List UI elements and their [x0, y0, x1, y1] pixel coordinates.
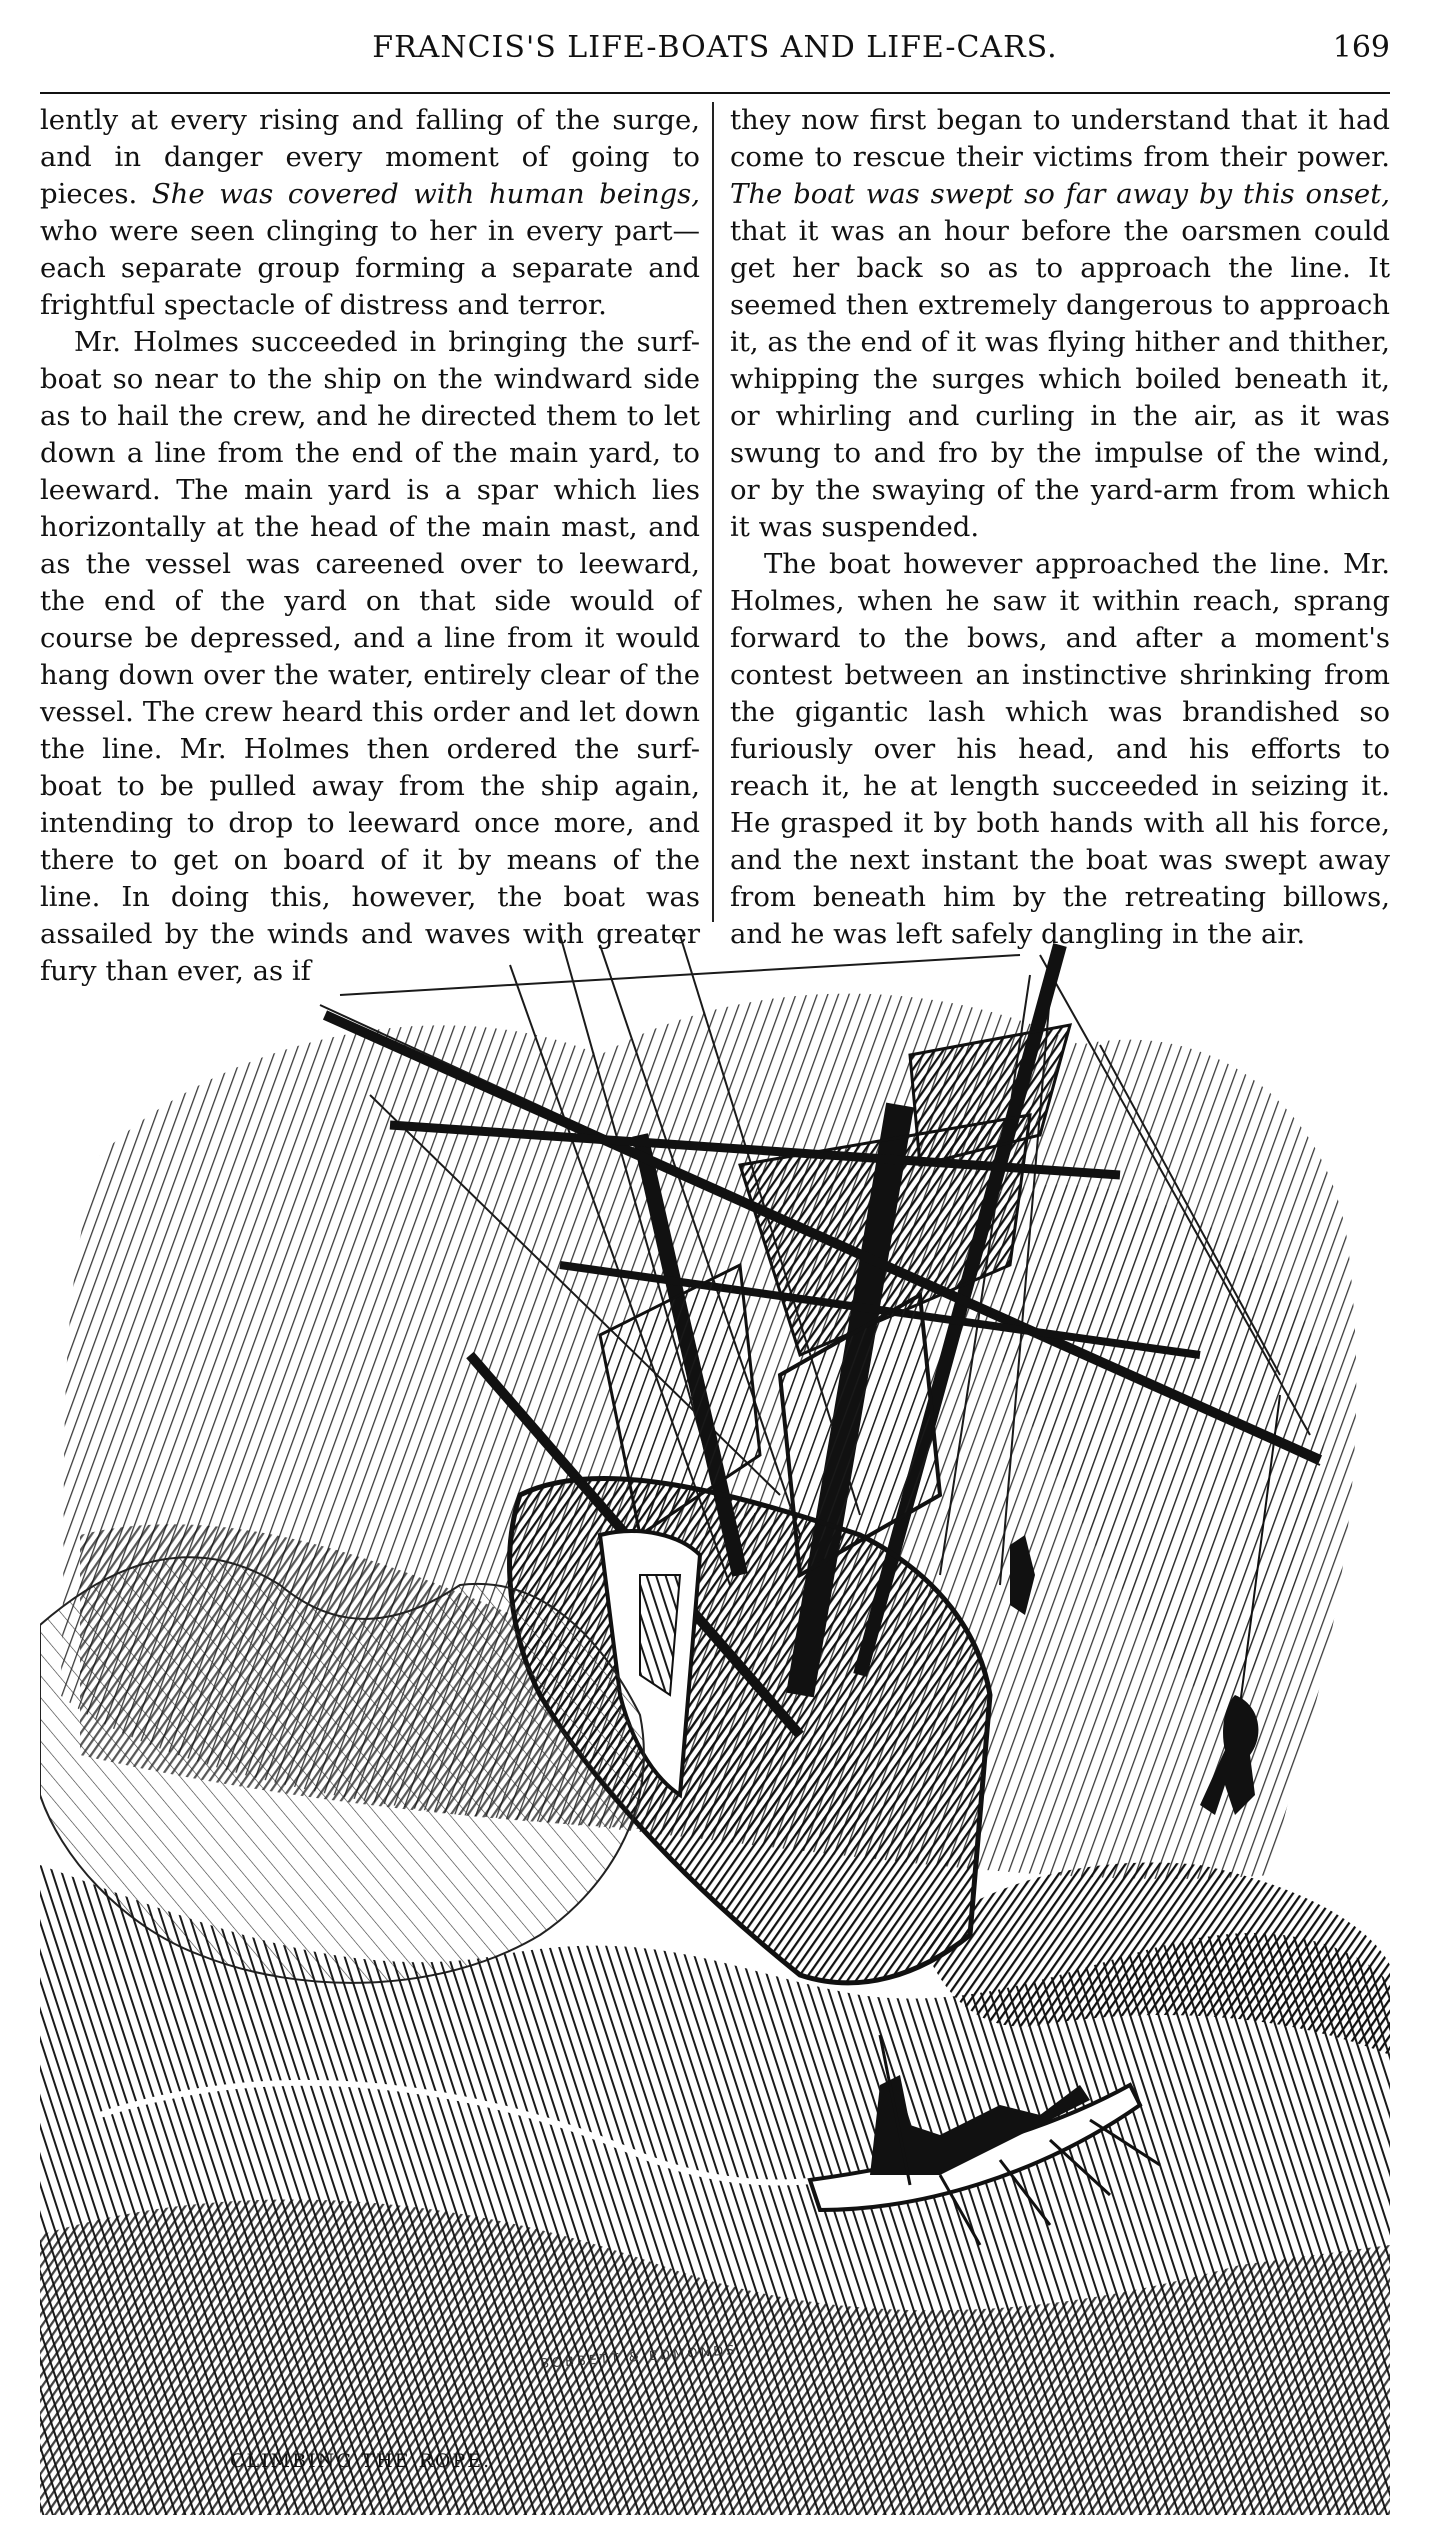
right-p1-italic: The boat was swept so far away by this onset,	[730, 178, 1390, 210]
running-header	[40, 30, 1390, 80]
left-p1-text-c: who were seen clinging to her in every part—each separate group forming a separate and frightful spectacle of distress and terror.	[40, 215, 700, 321]
running-title: FRANCIS'S LIFE-BOATS AND LIFE-CARS.	[372, 30, 1058, 65]
right-paragraph-1	[730, 102, 1390, 546]
right-column	[730, 102, 1390, 953]
illustration-caption: CLIMBING THE ROPE.	[230, 2450, 492, 2472]
right-p1-text-c: that it was an hour before the oarsmen could get her back so as to approach the line. It seemed then extremely dangerous to approach it, as the end of it was flying hither and thither, whipping the surges which boiled beneath it, or whirling and curling in the air, as it was swung to and fro by the impulse of the wind, or by the swaying of the yard-arm from which it was suspended.	[730, 215, 1390, 543]
engraver-signature: BOBBETT & EDMONDS	[539, 2343, 738, 2372]
left-p1-italic: She was covered with human beings,	[151, 178, 700, 210]
right-paragraph-2: The boat however approached the line. Mr. Holmes, when he saw it within reach, sprang forward to the bows, and after a moment's contest between an instinctive shrinking from the gigantic lash which was brandished so furiously over his head, and his efforts to reach it, he at length succeeded in seizing it. He grasped it by both hands with all his force, and the next instant the boat was swept away from beneath him by the retreating billows, and he was left safely dangling in the air.	[730, 548, 1390, 950]
left-column	[40, 102, 700, 990]
left-paragraph-1	[40, 102, 700, 324]
column-divider	[712, 102, 714, 922]
header-rule	[40, 92, 1390, 94]
left-p1-text-a: lently at every rising and falling of the surge, and in danger every moment of going to pieces.	[40, 104, 700, 210]
left-paragraph-2: Mr. Holmes succeeded in bringing the surf-boat so near to the ship on the windward side as to hail the crew, and he directed them to let down a line from the end of the main yard, to leeward. The main yard is a spar which lies horizontally at the head of the main mast, and as the vessel was careened over to leeward, the end of the yard on that side would of course be depressed, and a line from it would hang down over the water, entirely clear of the vessel. The crew heard this order and let down the line. Mr. Holmes then ordered the surf-boat to be pulled away from the ship again, intending to drop to leeward once more, and there to get on board of it by means of the line. In doing this, however, the boat was assailed by the winds and waves with greater fury than ever, as if	[40, 326, 700, 987]
page-number: 169	[1332, 30, 1390, 65]
engraving-ship-in-storm	[40, 935, 1390, 2515]
right-p1-text-a: they now first began to understand that it had come to rescue their victims from their power.	[730, 104, 1390, 173]
engraving-svg	[40, 935, 1390, 2515]
